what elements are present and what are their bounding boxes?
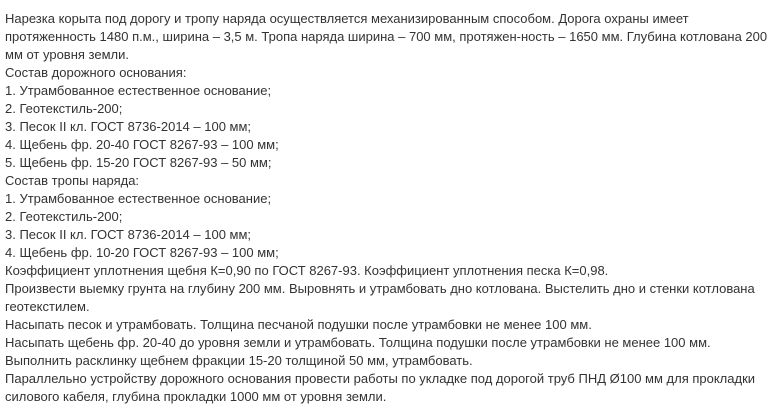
road-composition-heading: Состав дорожного основания: [5, 65, 187, 80]
cable-pipe-paragraph: Параллельно устройству дорожного основания провести работы по укладке под дорогой труб ПНД Ø100 мм для прокладки силового кабеля, глубина прокладки 1000 мм от уровня земли. [5, 371, 756, 404]
intro-paragraph: Нарезка корыта под дорогу и тропу наряда осуществляется механизированным способом. Дорога охраны имеет протяженность 1480 п.м., ширина – 3,5 м. Тропа наряда ширина – 700 мм, протяжен-ность – 1650 мм. Глубина котлована 200 мм от уровня земли. [5, 11, 768, 62]
path-item-2: 2. Геотекстиль-200; [5, 209, 123, 224]
sand-layer-paragraph: Насыпать песок и утрамбовать. Толщина песчаной подушки после утрамбовки не менее 100 мм. [5, 317, 592, 332]
road-item-4: 4. Щебень фр. 20-40 ГОСТ 8267-93 – 100 мм; [5, 137, 279, 152]
gravel-layer-paragraph: Насыпать щебень фр. 20-40 до уровня земли и утрамбовать. Толщина подушки после утрамбовки не менее 100 мм. [5, 335, 711, 350]
path-item-4: 4. Щебень фр. 10-20 ГОСТ 8267-93 – 100 мм; [5, 245, 279, 260]
road-item-5: 5. Щебень фр. 15-20 ГОСТ 8267-93 – 50 мм; [5, 155, 272, 170]
path-item-1: 1. Утрамбованное естественное основание; [5, 191, 272, 206]
road-item-1: 1. Утрамбованное естественное основание; [5, 83, 272, 98]
excavation-paragraph: Произвести выемку грунта на глубину 200 мм. Выровнять и утрамбовать дно котлована. Выстелить дно и стенки котлована геотекстилем. [5, 281, 755, 314]
compaction-coefficients-paragraph: Коэффициент уплотнения щебня К=0,90 по ГОСТ 8267-93. Коэффициент уплотнения песка К=0,98. [5, 263, 609, 278]
wedging-paragraph: Выполнить расклинку щебнем фракции 15-20 толщиной 50 мм, утрамбовать. [5, 353, 473, 368]
road-item-2: 2. Геотекстиль-200; [5, 101, 123, 116]
road-item-3: 3. Песок II кл. ГОСТ 8736-2014 – 100 мм; [5, 119, 252, 134]
path-item-3: 3. Песок II кл. ГОСТ 8736-2014 – 100 мм; [5, 227, 252, 242]
path-composition-heading: Состав тропы наряда: [5, 173, 140, 188]
